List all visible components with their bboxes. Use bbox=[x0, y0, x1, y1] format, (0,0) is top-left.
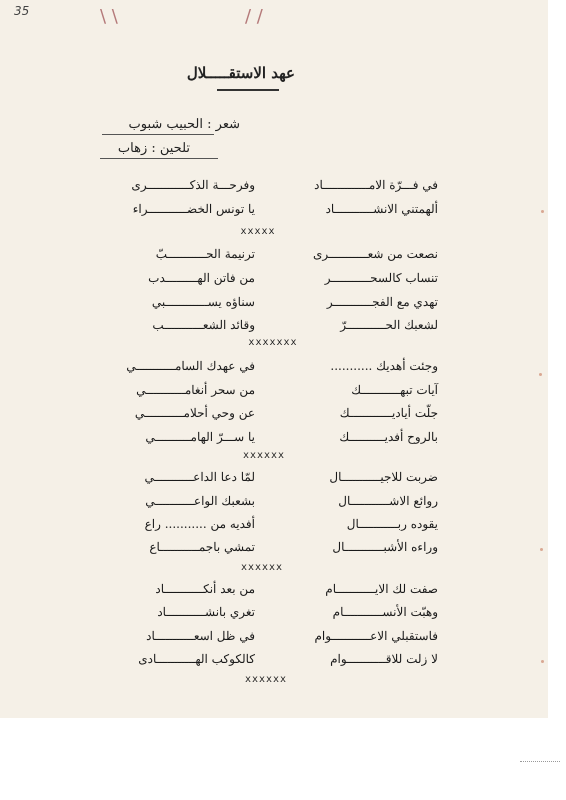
verse-right: آيات تبهـــــــــــك bbox=[351, 383, 438, 397]
pen-mark: \ \ bbox=[100, 6, 118, 27]
stanza-separator: xxxxxx bbox=[240, 562, 284, 573]
stanza-separator: xxxxxx bbox=[242, 450, 286, 461]
credit-underline bbox=[100, 158, 218, 159]
verse-right: تهدي مع الفجـــــــــــر bbox=[326, 295, 438, 309]
paper-speck bbox=[541, 210, 544, 213]
verse-right: يقوده ربـــــــــــال bbox=[346, 517, 438, 531]
verse-left: يا تونس الخضـــــــــــراء bbox=[132, 202, 255, 216]
verse-right: وراءه الأشبـــــــــــال bbox=[332, 540, 438, 554]
verse-left: من فاتن الهـــــــــدب bbox=[148, 271, 255, 285]
verse-right: نصعت من شعـــــــــــرى bbox=[312, 247, 438, 261]
scan-edge-mark bbox=[520, 761, 560, 762]
paper-speck bbox=[539, 373, 542, 376]
title-underline bbox=[217, 89, 279, 91]
verse-right: فاستقبلي الاعـــــــــــوام bbox=[314, 629, 438, 643]
verse-left: يا ســـرّ الهامــــــــــي bbox=[145, 430, 255, 444]
verse-left: تمشي باجمـــــــــــاع bbox=[149, 540, 255, 554]
verse-right: ضربت للاجيـــــــــــال bbox=[329, 470, 438, 484]
page-title: عهد الاستقـــــلال bbox=[186, 64, 295, 82]
verse-left: من سحر أنغامـــــــــــي bbox=[136, 383, 255, 397]
stanza-separator: xxxxx bbox=[240, 226, 276, 237]
verse-left: سناؤه يســــــــــــبي bbox=[151, 295, 255, 309]
verse-right: لشعبك الحـــــــــــرّ bbox=[340, 318, 438, 332]
verse-left: ترنيمة الحـــــــــــبّ bbox=[155, 247, 255, 261]
stanza-separator: xxxxxx bbox=[244, 674, 288, 685]
verse-left: وقائد الشعـــــــــــب bbox=[152, 318, 255, 332]
verse-left: عن وحي أحلامـــــــــــي bbox=[134, 406, 255, 420]
verse-left: وفرحـــة الذكــــــــــــرى bbox=[131, 178, 255, 192]
poet-credit: شعر : الحبيب شبوب bbox=[128, 117, 240, 132]
pen-mark: / / bbox=[245, 6, 263, 27]
composer-credit: تلحين : زهاب bbox=[117, 141, 190, 156]
verse-left: بشعبك الواعـــــــــــي bbox=[145, 494, 255, 508]
verse-right: روائع الاشـــــــــــال bbox=[338, 494, 438, 508]
verse-left: أفديه من ........... راع bbox=[144, 517, 255, 531]
paper-speck bbox=[540, 548, 543, 551]
verse-right: صفت لك الايـــــــــــام bbox=[325, 582, 438, 596]
verse-right: ألهمتني الانشـــــــــــاد bbox=[325, 202, 438, 216]
verse-right: تنساب كالسحـــــــــــر bbox=[324, 271, 438, 285]
credit-underline bbox=[102, 134, 214, 135]
verse-left: تغري بانشـــــــــــاد bbox=[157, 605, 255, 619]
verse-right: لا زلت للاقـــــــــــوام bbox=[330, 652, 438, 666]
paper-speck bbox=[541, 660, 544, 663]
verse-left: كالكوكب الهـــــــــــادى bbox=[138, 652, 255, 666]
stanza-separator: xxxxxxx bbox=[248, 337, 298, 348]
verse-left: في ظل اسعـــــــــــاد bbox=[146, 629, 255, 643]
verse-left: لمّا دعا الداعـــــــــــي bbox=[144, 470, 255, 484]
verse-right: جلّت أياديــــــــــــك bbox=[339, 406, 438, 420]
verse-right: بالروح أفديــــــــــك bbox=[339, 430, 438, 444]
verse-right: وجئت أهديك ........... bbox=[330, 359, 438, 373]
verse-left: من بعد أنكـــــــــــاد bbox=[155, 582, 255, 596]
verse-left: في عهدك السامـــــــــــي bbox=[126, 359, 255, 373]
verse-right: في فـــرّة الامـــــــــــــاد bbox=[314, 178, 438, 192]
verse-right: وهبّت الأنســـــــــــام bbox=[332, 605, 438, 619]
page-number: 35 bbox=[14, 4, 30, 18]
